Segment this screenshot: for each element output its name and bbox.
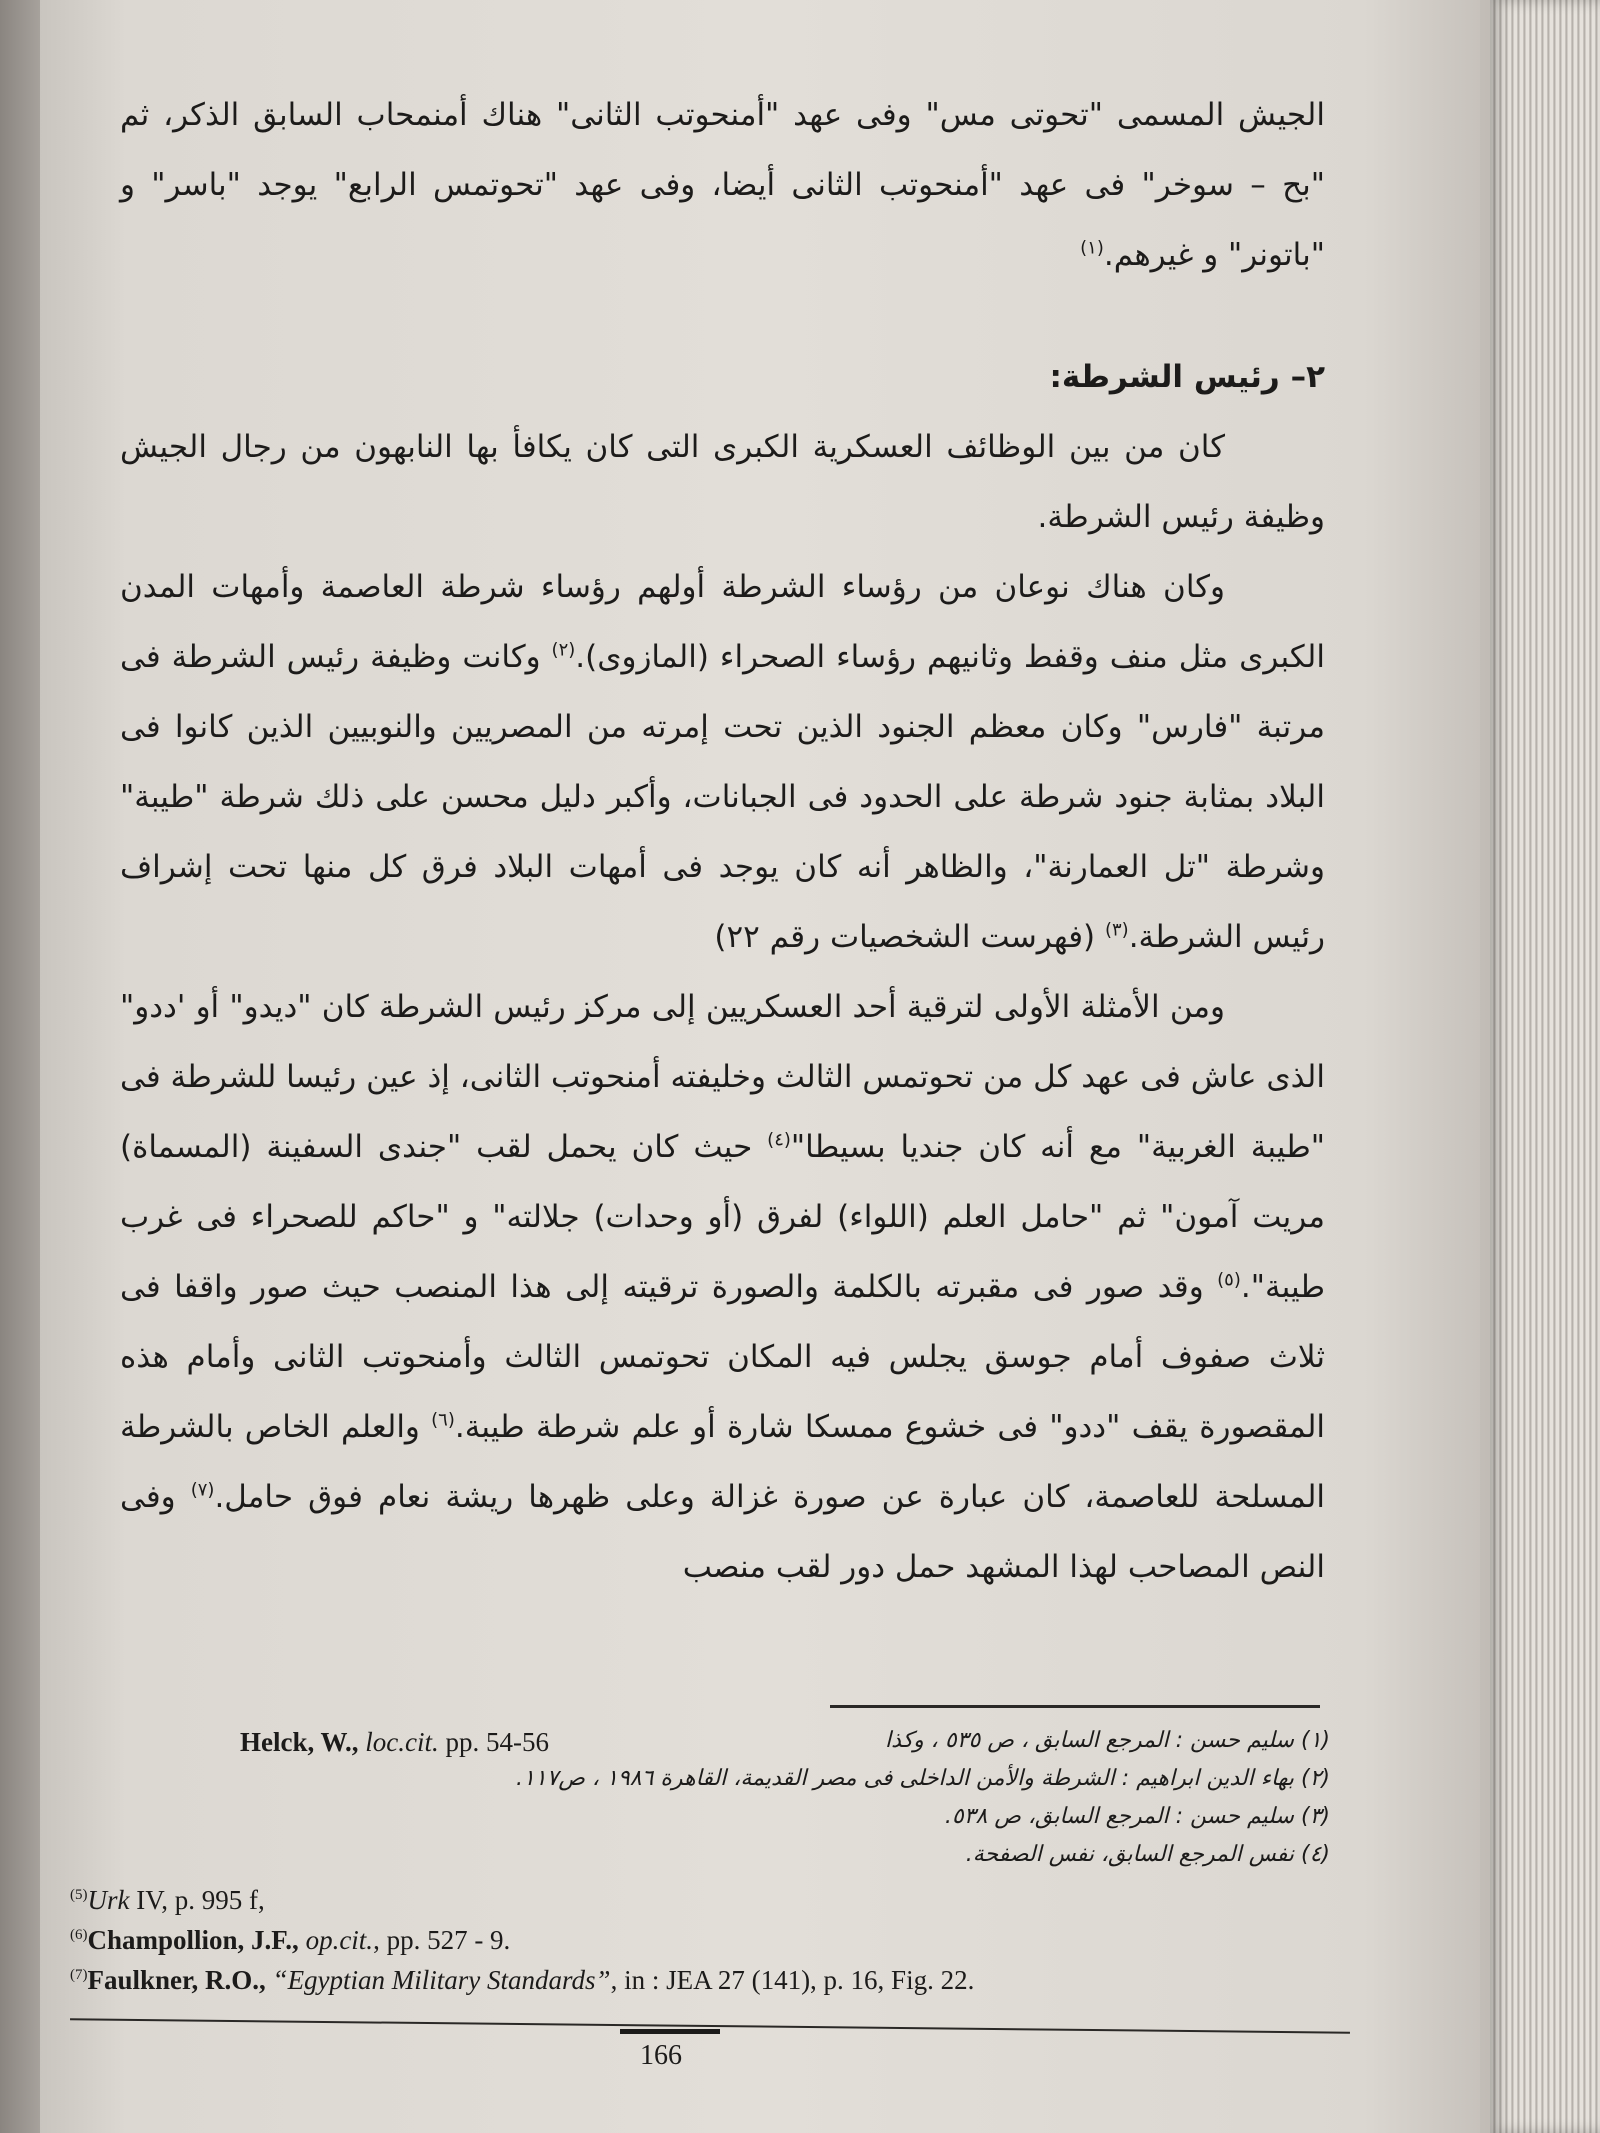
- book-page: [40, 0, 1480, 2133]
- footnote-3: (٣) سليم حسن : المرجع السابق، ص ٥٣٨.: [944, 1804, 1330, 1829]
- footnote-5: $^{(5)}$Urk IV, p. 995 f,: [70, 1885, 265, 1915]
- footnote-6: $^{(6)}$Champollion, J.F., op.cit., pp. 527 - 9.: [70, 1925, 511, 1955]
- page-number: 166: [640, 2040, 682, 2071]
- footnote-ref-6: (٦): [431, 1409, 455, 1431]
- paragraph-3: وكان هناك نوعان من رؤساء الشرطة أولهم رؤساء شرطة العاصمة وأمهات المدن الكبرى مثل منف وقفط وثانيهم رؤساء الصحراء (المازوى).$^{(٢)}$ وكانت وظيفة رئيس الشرطة فى مرتبة "فارس" وكان معظم الجنود الذين تحت إمرته من المصريين والنوبيين الذين كانوا فى البلاد بمثابة جنود شرطة على الحدود فى الجبانات، وأكبر دليل محسن على ذلك شرطة "طيبة" وشرطة "تل العمارنة"، والظاهر أنه كان يوجد فى أمهات البلاد فرق كل منها تحت إشراف رئيس الشرطة.$^{(٣)}$ (فهرست الشخصيات رقم ٢٢): [120, 569, 1325, 955]
- footnote-7: $^{(7)}$Faulkner, R.O., “Egyptian Military Standards”, in : JEA 27 (141), p. 16, Fig. 22.: [70, 1965, 975, 1995]
- paragraph-4: ومن الأمثلة الأولى لترقية أحد العسكريين إلى مركز رئيس الشرطة كان "ديدو" أو 'ددو" الذى عاش فى عهد كل من تحوتمس الثالث وخليفته أمنحوتب الثانى، إذ عين رئيسا للشرطة فى "طيبة الغربية" مع أنه كان جنديا بسيطا"$^{(٤)}$ حيث كان يحمل لقب "جندى السفينة (المسماة) مريت آمون" ثم "حامل العلم (اللواء) لفرق (أو وحدات) جلالته" و "حاكم للصحراء فى غرب طيبة".$^{(٥)}$ وقد صور فى مقبرته بالكلمة والصورة ترقيته إلى هذا المنصب حيث صور واقفا فى ثلاث صفوف أمام جوسق يجلس فيه المكان تحوتمس الثالث وأمنحوتب الثانى وأمام هذه المقصورة يقف "ددو" فى خشوع ممسكا شارة أو علم شرطة طيبة.$^{(٦)}$ والعلم الخاص بالشرطة المسلحة للعاصمة، كان عبارة عن صورة غزالة وعلى ظهرها ريشة نعام فوق حامل.$^{(٧)}$ وفى النص المصاحب لهذا المشهد حمل دور لقب منصب: [120, 989, 1326, 1585]
- footnote-ref-4: (٤): [767, 1129, 791, 1151]
- arabic-footnotes: [515, 1722, 1330, 1874]
- footnote-ref-2: (٢): [551, 639, 576, 661]
- section-heading: ٢– رئيس الشرطة:: [1049, 359, 1325, 395]
- paragraph-2: كان من بين الوظائف العسكرية الكبرى التى كان يكافأ بها النابهون من رجال الجيش وظيفة رئيس الشرطة.: [120, 429, 1325, 535]
- main-text: [120, 80, 1325, 1602]
- footnote-ref-3: (٣): [1104, 919, 1129, 941]
- footnote-ref-7: (٧): [190, 1479, 215, 1501]
- footnote-4: (٤) نفس المرجع السابق، نفس الصفحة.: [965, 1842, 1330, 1867]
- footnote-ref-5: (٥): [1217, 1269, 1241, 1291]
- page-number-rule: [620, 2029, 720, 2034]
- footnote-1: (١) سليم حسن : المرجع السابق ، ص ٥٣٥ ، وكذا: [885, 1728, 1330, 1753]
- footnote-ref-1: (١): [1080, 237, 1104, 259]
- footnote-2: (٢) بهاء الدين ابراهيم : الشرطة والأمن الداخلى فى مصر القديمة، القاهرة ١٩٨٦ ، ص١١٧.: [515, 1766, 1330, 1791]
- english-footnotes: [70, 1880, 1070, 2000]
- page-edges: [1490, 0, 1600, 2133]
- paragraph-1: الجيش المسمى "تحوتى مس" وفى عهد "أمنحوتب الثانى" هناك أمنمحاب السابق الذكر، ثم "بح – سوخر" فى عهد "أمنحوتب الثانى أيضا، وفى عهد "تحوتمس الرابع" يوجد "باسر" و "باتونر" و غيرهم.$^{(١)}$: [120, 97, 1325, 273]
- footnote-helck: Helck, W., loc.cit. pp. 54-56: [240, 1727, 550, 1757]
- footnote-divider: [830, 1705, 1320, 1708]
